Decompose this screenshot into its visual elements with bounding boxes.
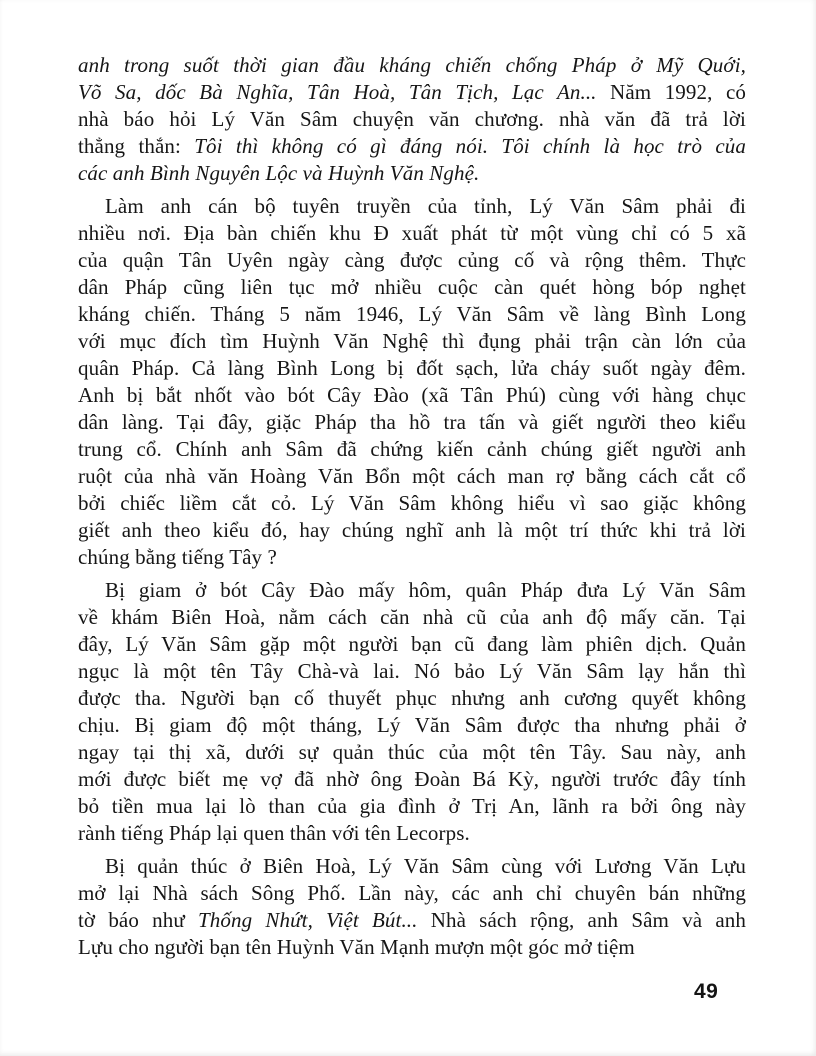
text-run: nhà báo hỏi Lý Văn Sâm chuyện văn chương. nhà văn đã trả lời (78, 107, 746, 131)
text-line (78, 685, 746, 712)
text-run: ngục là một tên Tây Chà-và lai. Nó bảo Lý Văn Sâm lạy hắn thì (78, 659, 746, 683)
text-run: mở lại Nhà sách Sông Phố. Lần này, các anh chỉ chuyên bán những (78, 881, 746, 905)
text-run: được tha. Người bạn cố thuyết phục nhưng anh cương quyết không (78, 686, 746, 710)
text-run: ngay tại thị xã, dưới sự quản thúc của một tên Tây. Sau này, anh (78, 740, 746, 764)
text-run: với mục đích tìm Huỳnh Văn Nghệ thì đụng phải trận càn lớn của (78, 329, 746, 353)
text-line (78, 631, 746, 658)
text-run: Bị quản thúc ở Biên Hoà, Lý Văn Sâm cùng với Lương Văn Lựu (105, 854, 746, 878)
text-line (78, 853, 746, 880)
text-run: chịu. Bị giam độ một tháng, Lý Văn Sâm được tha nhưng phải ở (78, 713, 746, 737)
text-run: ruột của nhà văn Hoàng Văn Bổn một cách man rợ bằng cách cắt cổ (78, 464, 746, 488)
text-run: chúng bằng tiếng Tây ? (78, 545, 277, 569)
text-run: dân Pháp cũng liên tục mở nhiều cuộc càn quét hòng bóp nghẹt (78, 275, 746, 299)
text-run: tờ báo như (78, 908, 199, 932)
text-run: Bị giam ở bót Cây Đào mấy hôm, quân Pháp đưa Lý Văn Sâm (105, 578, 746, 602)
text-run: bởi chiếc liềm cắt cỏ. Lý Văn Sâm không hiểu vì sao giặc không (78, 491, 746, 515)
text-run: quân Pháp. Cả làng Bình Long bị đốt sạch, lửa cháy suốt ngày đêm. (78, 356, 746, 380)
text-line (78, 301, 746, 328)
text-run: dân làng. Tại đây, giặc Pháp tha hồ tra tấn và giết người theo kiểu (78, 410, 746, 434)
italic-text-run: Thống Nhứt, Việt Bút... (198, 908, 418, 932)
text-line (78, 328, 746, 355)
paragraph (78, 52, 746, 187)
text-run: của quận Tân Uyên ngày càng được củng cố và rộng thêm. Thực (78, 248, 746, 272)
text-line (78, 880, 746, 907)
text-run: về khám Biên Hoà, nằm cách căn nhà cũ của anh độ mấy căn. Tại (78, 605, 746, 629)
text-run: Làm anh cán bộ tuyên truyền của tỉnh, Lý Văn Sâm phải đi (105, 194, 746, 218)
text-line (78, 712, 746, 739)
italic-text-run: Võ Sa, dốc Bà Nghĩa, Tân Hoà, Tân Tịch, Lạc An... (78, 80, 597, 104)
text-line (78, 490, 746, 517)
paragraph (78, 577, 746, 847)
text-line (78, 820, 746, 847)
text-line (78, 436, 746, 463)
text-line (78, 934, 746, 961)
italic-text-run: các anh Bình Nguyên Lộc và Huỳnh Văn Nghệ. (78, 161, 480, 185)
text-run: Lựu cho người bạn tên Huỳnh Văn Mạnh mượn một góc mở tiệm (78, 935, 635, 959)
italic-text-run: Tôi thì không có gì đáng nói. Tôi chính là học trò của (194, 134, 746, 158)
italic-text-run: anh trong suốt thời gian đầu kháng chiến chống Pháp ở Mỹ Quới, (78, 53, 746, 77)
text-run: nhiều nơi. Địa bàn chiến khu Đ xuất phát từ một vùng chỉ có 5 xã (78, 221, 746, 245)
text-run: trung cổ. Chính anh Sâm đã chứng kiến cảnh chúng giết người anh (78, 437, 746, 461)
text-run: rành tiếng Pháp lại quen thân với tên Lecorps. (78, 821, 470, 845)
text-run: Năm 1992, có (596, 80, 746, 104)
text-line (78, 463, 746, 490)
text-line (78, 52, 746, 79)
page-number: 49 (694, 980, 719, 1003)
text-line (78, 658, 746, 685)
text-line (78, 355, 746, 382)
text-line (78, 766, 746, 793)
text-line (78, 577, 746, 604)
text-line (78, 160, 746, 187)
text-line (78, 193, 746, 220)
text-run: mới được biết mẹ vợ đã nhờ ông Đoàn Bá Kỳ, người trước đây tính (78, 767, 746, 791)
text-run: Anh bị bắt nhốt vào bót Cây Đào (xã Tân Phú) cùng với hàng chục (78, 383, 746, 407)
text-line (78, 907, 746, 934)
text-line (78, 793, 746, 820)
page-text (78, 52, 746, 967)
text-run: đây, Lý Văn Sâm gặp một người bạn cũ đang làm phiên dịch. Quản (78, 632, 746, 656)
text-line (78, 133, 746, 160)
text-line (78, 544, 746, 571)
paragraph (78, 193, 746, 571)
text-line (78, 517, 746, 544)
text-run: bỏ tiền mua lại lò than của gia đình ở Trị An, lãnh ra bởi ông này (78, 794, 746, 818)
text-run: giết anh theo kiểu đó, hay chúng nghĩ anh là một trí thức khi trả lời (78, 518, 746, 542)
text-line (78, 739, 746, 766)
text-run: Nhà sách rộng, anh Sâm và anh (417, 908, 747, 932)
text-line (78, 220, 746, 247)
text-line (78, 106, 746, 133)
text-line (78, 409, 746, 436)
text-run: thẳng thắn: (78, 134, 195, 158)
text-line (78, 604, 746, 631)
text-line (78, 79, 746, 106)
text-line (78, 247, 746, 274)
text-line (78, 274, 746, 301)
paragraph (78, 853, 746, 961)
text-line (78, 382, 746, 409)
text-run: kháng chiến. Tháng 5 năm 1946, Lý Văn Sâm về làng Bình Long (78, 302, 746, 326)
